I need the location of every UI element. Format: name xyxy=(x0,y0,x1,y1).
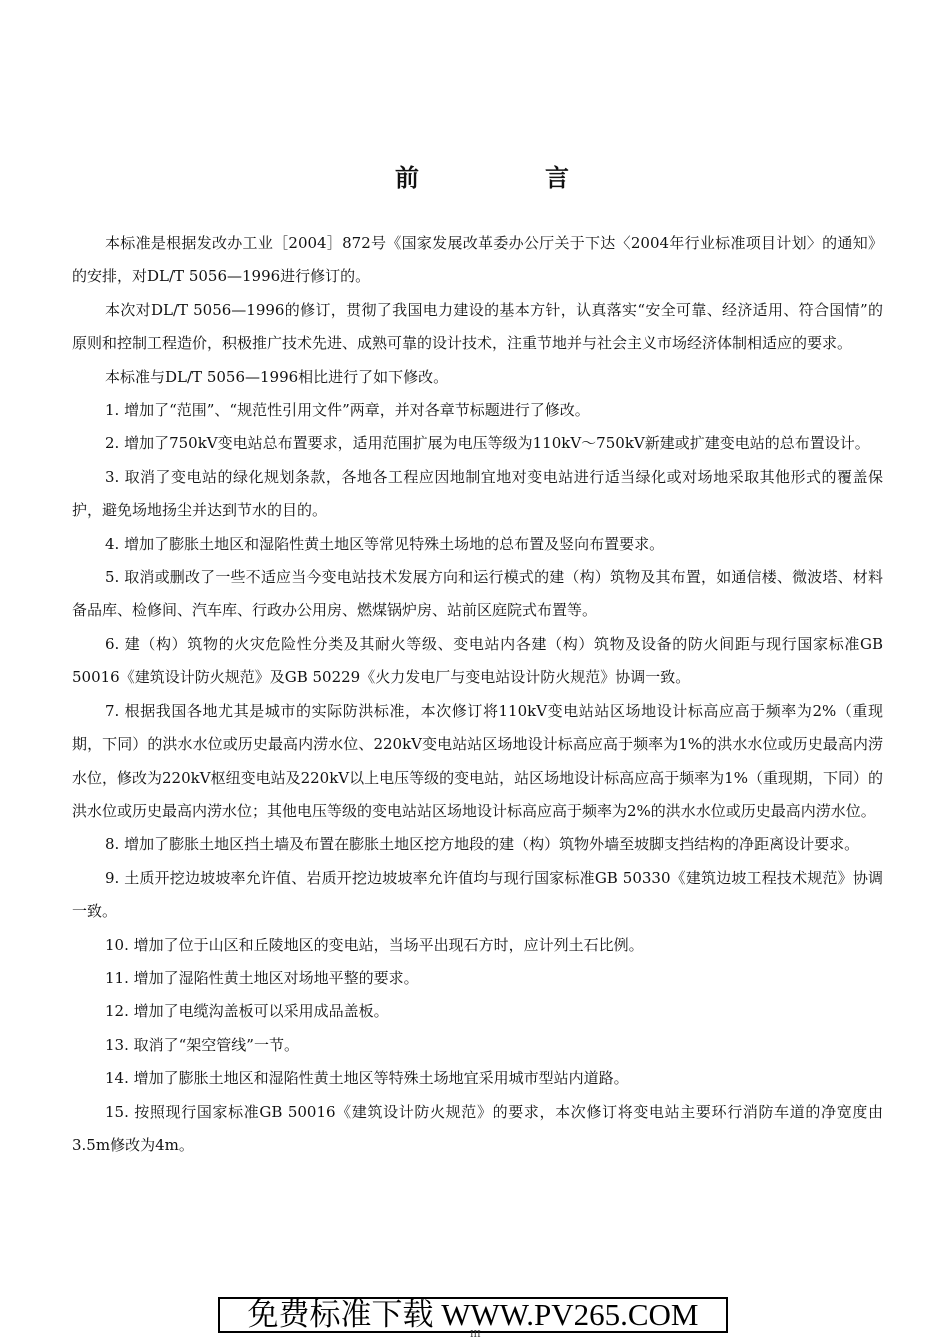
foreword-body xyxy=(72,227,883,1162)
list-item: 3. 取消了变电站的绿化规划条款，各地各工程应因地制宜地对变电站进行适当绿化或对场地采取其他形式的覆盖保护，避免场地扬尘并达到节水的目的。 xyxy=(72,467,883,520)
list-item: 15. 按照现行国家标准GB 50016《建筑设计防火规范》的要求，本次修订将变电站主要环行消防车道的净宽度由3.5m修改为4m。 xyxy=(72,1102,883,1154)
list-item: 5. 取消或删改了一些不适应当今变电站技术发展方向和运行模式的建（构）筑物及其布置，如通信楼、微波塔、材料备品库、检修间、汽车库、行政办公用房、燃煤锅炉房、站前区庭院式布置等。 xyxy=(72,568,883,620)
list-item: 7. 根据我国各地尤其是城市的实际防洪标准，本次修订将110kV变电站站区场地设计标高应高于频率为2%（重现期，下同）的洪水水位或历史最高内涝水位、220kV变电站站区场地设计标高应高于频率为1%的洪水水位或历史最高内涝水位，修改为220kV枢纽变电站及220kV以上电压等级的变电站，站区场地设计标高应高于频率为1%（重现期，下同）的洪水位或历史最高内涝水位；其他电压等级的变电站站区场地设计标高应高于频率为2%的洪水水位或历史最高内涝水位。 xyxy=(72,701,883,820)
page-title: 前 言 xyxy=(395,163,595,192)
list-item: 12. 增加了电缆沟盖板可以采用成品盖板。 xyxy=(105,1002,389,1021)
list-item: 4. 增加了膨胀土地区和湿陷性黄土地区等常见特殊土场地的总布置及竖向布置要求。 xyxy=(105,534,665,553)
list-item: 11. 增加了湿陷性黄土地区对场地平整的要求。 xyxy=(105,968,419,987)
list-item: 14. 增加了膨胀土地区和湿陷性黄土地区等特殊土场地宜采用城市型站内道路。 xyxy=(105,1069,629,1088)
paragraph: 本标准与DL/T 5056—1996相比进行了如下修改。 xyxy=(105,367,449,386)
list-item: 8. 增加了膨胀土地区挡土墙及布置在膨胀土地区挖方地段的建（构）筑物外墙至坡脚支挡结构的净距离设计要求。 xyxy=(105,835,860,854)
list-item: 9. 土质开挖边坡坡率允许值、岩质开挖边坡坡率允许值均与现行国家标准GB 50330《建筑边坡工程技术规范》协调一致。 xyxy=(72,868,883,921)
list-item: 13. 取消了“架空管线”一节。 xyxy=(105,1035,299,1054)
paragraph: 本次对DL/T 5056—1996的修订，贯彻了我国电力建设的基本方针，认真落实“安全可靠、经济适用、符合国情”的原则和控制工程造价，积极推广技术先进、成熟可靠的设计技术，注重节地并与社会主义市场经济体制相适应的要求。 xyxy=(72,300,883,353)
download-site-banner: 免费标准下载 WWW.PV265.COM xyxy=(218,1297,728,1333)
paragraph: 本标准是根据发改办工业［2004］872号《国家发展改革委办公厅关于下达〈2004年行业标准项目计划〉的通知》的安排，对DL/T 5056—1996进行修订的。 xyxy=(72,234,883,286)
list-item: 1. 增加了“范围”、“规范性引用文件”两章，并对各章节标题进行了修改。 xyxy=(105,401,590,420)
list-item: 2. 增加了750kV变电站总布置要求，适用范围扩展为电压等级为110kV～750kV新建或扩建变电站的总布置设计。 xyxy=(105,434,870,453)
list-item: 10. 增加了位于山区和丘陵地区的变电站，当场平出现石方时，应计列土石比例。 xyxy=(105,935,644,954)
list-item: 6. 建（构）筑物的火灾危险性分类及其耐火等级、变电站内各建（构）筑物及设备的防火间距与现行国家标准GB 50016《建筑设计防火规范》及GB 50229《火力发电厂与变电站设计防火规范》协调一致。 xyxy=(72,634,883,687)
page-number: III xyxy=(470,1330,481,1340)
